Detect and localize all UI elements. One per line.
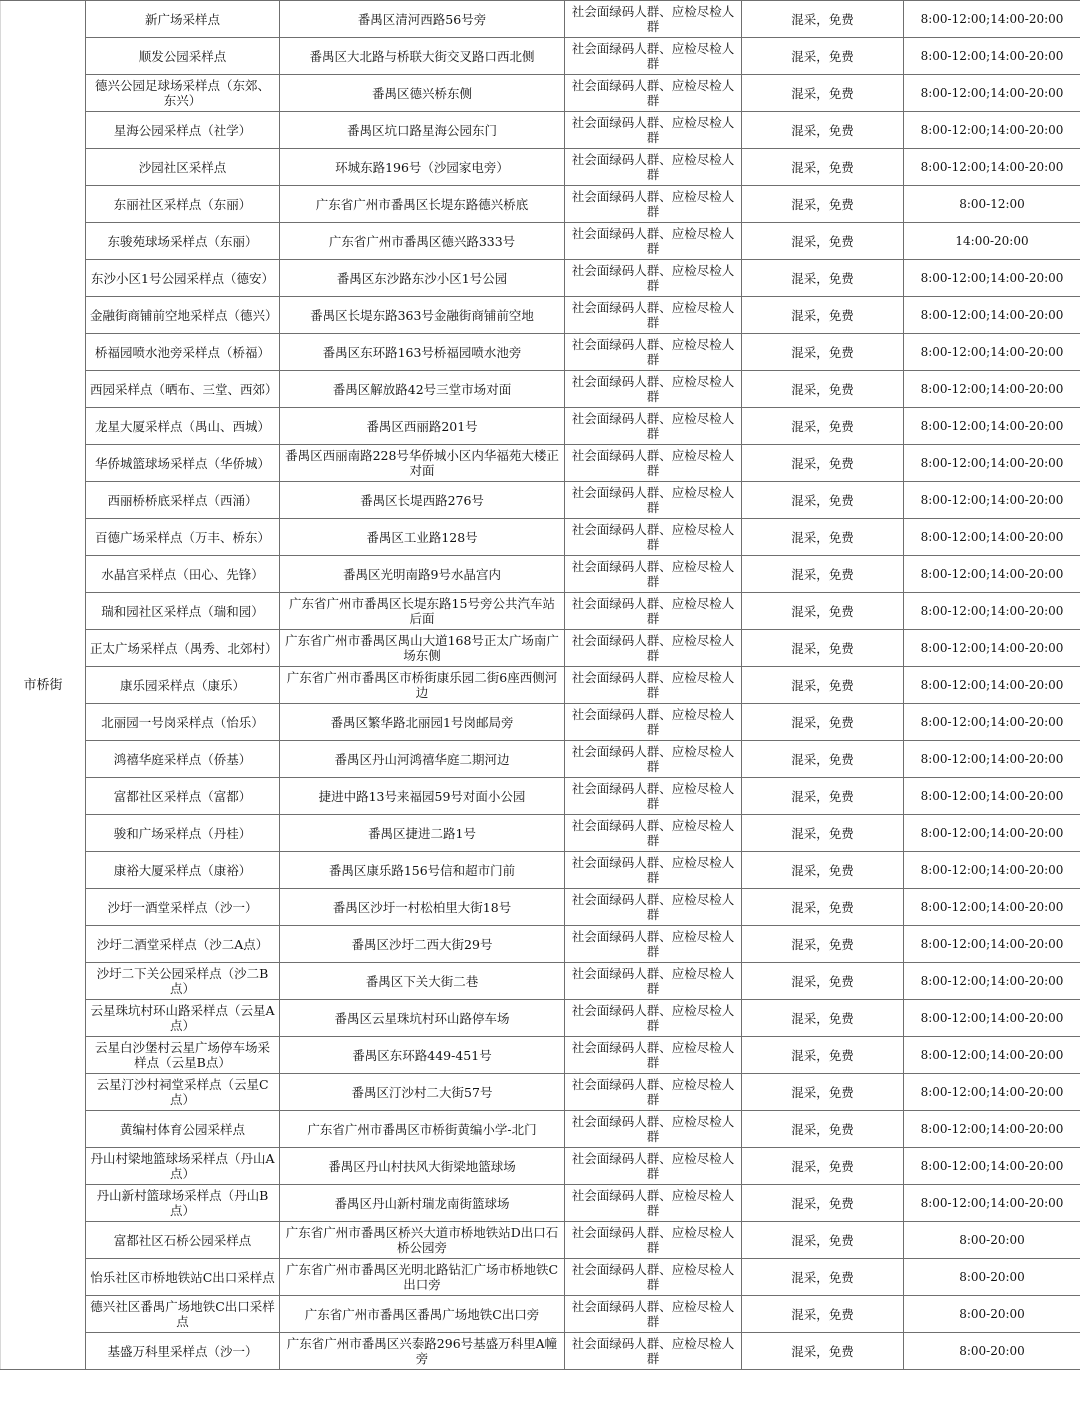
table-row (1, 1296, 1080, 1333)
table-row (1, 852, 1080, 889)
table-row (1, 75, 1080, 112)
target-crowd: 社会面绿码人群、应检尽检人群 (565, 630, 742, 667)
fee-type: 混采，免费 (742, 371, 904, 408)
target-crowd: 社会面绿码人群、应检尽检人群 (565, 149, 742, 186)
opening-hours: 8:00-12:00;14:00-20:00 (904, 75, 1080, 112)
sampling-point-address: 广东省广州市番禺区兴泰路296号基盛万科里A幢旁 (280, 1333, 565, 1370)
table-row (1, 186, 1080, 223)
opening-hours: 8:00-12:00;14:00-20:00 (904, 926, 1080, 963)
target-crowd: 社会面绿码人群、应检尽检人群 (565, 815, 742, 852)
target-crowd: 社会面绿码人群、应检尽检人群 (565, 1148, 742, 1185)
table-row (1, 741, 1080, 778)
table-row (1, 1, 1080, 38)
fee-type: 混采，免费 (742, 186, 904, 223)
opening-hours: 8:00-12:00 (904, 186, 1080, 223)
sampling-point-name: 金融街商铺前空地采样点（德兴） (86, 297, 280, 334)
table-row (1, 112, 1080, 149)
fee-type: 混采，免费 (742, 1037, 904, 1074)
table-row (1, 815, 1080, 852)
table-row (1, 223, 1080, 260)
table-row (1, 630, 1080, 667)
target-crowd: 社会面绿码人群、应检尽检人群 (565, 75, 742, 112)
opening-hours: 8:00-12:00;14:00-20:00 (904, 741, 1080, 778)
fee-type: 混采，免费 (742, 1000, 904, 1037)
opening-hours: 8:00-12:00;14:00-20:00 (904, 371, 1080, 408)
sampling-point-name: 瑞和园社区采样点（瑞和园） (86, 593, 280, 630)
fee-type: 混采，免费 (742, 1, 904, 38)
fee-type: 混采，免费 (742, 112, 904, 149)
opening-hours: 8:00-12:00;14:00-20:00 (904, 1111, 1080, 1148)
opening-hours: 8:00-12:00;14:00-20:00 (904, 1, 1080, 38)
fee-type: 混采，免费 (742, 778, 904, 815)
sampling-point-name: 华侨城篮球场采样点（华侨城） (86, 445, 280, 482)
fee-type: 混采，免费 (742, 815, 904, 852)
opening-hours: 8:00-12:00;14:00-20:00 (904, 963, 1080, 1000)
target-crowd: 社会面绿码人群、应检尽检人群 (565, 704, 742, 741)
sampling-point-address: 环城东路196号（沙园家电旁） (280, 149, 565, 186)
table-row (1, 1185, 1080, 1222)
sampling-point-name: 富都社区石桥公园采样点 (86, 1222, 280, 1259)
opening-hours: 8:00-12:00;14:00-20:00 (904, 852, 1080, 889)
fee-type: 混采，免费 (742, 741, 904, 778)
sampling-point-address: 捷进中路13号来福园59号对面小公园 (280, 778, 565, 815)
target-crowd: 社会面绿码人群、应检尽检人群 (565, 1333, 742, 1370)
table-row (1, 593, 1080, 630)
fee-type: 混采，免费 (742, 75, 904, 112)
opening-hours: 8:00-20:00 (904, 1222, 1080, 1259)
sampling-point-name: 丹山村梁地篮球场采样点（丹山A点） (86, 1148, 280, 1185)
target-crowd: 社会面绿码人群、应检尽检人群 (565, 1296, 742, 1333)
sampling-point-address: 广东省广州市番禺区禺山大道168号正太广场南广场东侧 (280, 630, 565, 667)
table-row (1, 519, 1080, 556)
sampling-point-name: 怡乐社区市桥地铁站C出口采样点 (86, 1259, 280, 1296)
opening-hours: 8:00-12:00;14:00-20:00 (904, 408, 1080, 445)
opening-hours: 8:00-12:00;14:00-20:00 (904, 482, 1080, 519)
fee-type: 混采，免费 (742, 1333, 904, 1370)
sampling-point-name: 德兴公园足球场采样点（东郊、东兴） (86, 75, 280, 112)
sampling-point-address: 番禺区清河西路56号旁 (280, 1, 565, 38)
fee-type: 混采，免费 (742, 482, 904, 519)
sampling-point-address: 番禺区捷进二路1号 (280, 815, 565, 852)
fee-type: 混采，免费 (742, 149, 904, 186)
opening-hours: 8:00-12:00;14:00-20:00 (904, 630, 1080, 667)
sampling-point-address: 番禺区西丽南路228号华侨城小区内华福苑大楼正对面 (280, 445, 565, 482)
fee-type: 混采，免费 (742, 593, 904, 630)
fee-type: 混采，免费 (742, 1222, 904, 1259)
table-row (1, 482, 1080, 519)
table-row (1, 1222, 1080, 1259)
target-crowd: 社会面绿码人群、应检尽检人群 (565, 852, 742, 889)
sampling-point-address: 广东省广州市番禺区德兴路333号 (280, 223, 565, 260)
opening-hours: 14:00-20:00 (904, 223, 1080, 260)
sampling-point-address: 番禺区解放路42号三堂市场对面 (280, 371, 565, 408)
opening-hours: 8:00-12:00;14:00-20:00 (904, 1185, 1080, 1222)
fee-type: 混采，免费 (742, 408, 904, 445)
sampling-point-name: 黄编村体育公园采样点 (86, 1111, 280, 1148)
opening-hours: 8:00-12:00;14:00-20:00 (904, 556, 1080, 593)
target-crowd: 社会面绿码人群、应检尽检人群 (565, 186, 742, 223)
sampling-point-name: 龙星大厦采样点（禺山、西城） (86, 408, 280, 445)
sampling-point-name: 沙圩二酒堂采样点（沙二A点） (86, 926, 280, 963)
sampling-point-address: 番禺区云星珠坑村环山路停车场 (280, 1000, 565, 1037)
fee-type: 混采，免费 (742, 223, 904, 260)
sampling-point-name: 沙园社区采样点 (86, 149, 280, 186)
opening-hours: 8:00-20:00 (904, 1333, 1080, 1370)
table-row (1, 1111, 1080, 1148)
sampling-point-name: 东骏苑球场采样点（东丽） (86, 223, 280, 260)
target-crowd: 社会面绿码人群、应检尽检人群 (565, 408, 742, 445)
opening-hours: 8:00-12:00;14:00-20:00 (904, 1074, 1080, 1111)
sampling-point-name: 康裕大厦采样点（康裕） (86, 852, 280, 889)
fee-type: 混采，免费 (742, 260, 904, 297)
table-row (1, 1333, 1080, 1370)
opening-hours: 8:00-12:00;14:00-20:00 (904, 149, 1080, 186)
fee-type: 混采，免费 (742, 852, 904, 889)
target-crowd: 社会面绿码人群、应检尽检人群 (565, 926, 742, 963)
table-row (1, 297, 1080, 334)
table-row (1, 1148, 1080, 1185)
target-crowd: 社会面绿码人群、应检尽检人群 (565, 334, 742, 371)
fee-type: 混采，免费 (742, 1185, 904, 1222)
sampling-point-address: 广东省广州市番禺区桥兴大道市桥地铁站D出口石桥公园旁 (280, 1222, 565, 1259)
opening-hours: 8:00-12:00;14:00-20:00 (904, 1000, 1080, 1037)
fee-type: 混采，免费 (742, 667, 904, 704)
target-crowd: 社会面绿码人群、应检尽检人群 (565, 1111, 742, 1148)
sampling-point-address: 番禺区工业路128号 (280, 519, 565, 556)
table-row (1, 963, 1080, 1000)
sampling-point-name: 东沙小区1号公园采样点（德安） (86, 260, 280, 297)
sampling-point-name: 顺发公园采样点 (86, 38, 280, 75)
table-row (1, 889, 1080, 926)
sampling-point-address: 广东省广州市番禺区长堤东路德兴桥底 (280, 186, 565, 223)
opening-hours: 8:00-12:00;14:00-20:00 (904, 260, 1080, 297)
sampling-point-name: 水晶宫采样点（田心、先锋） (86, 556, 280, 593)
sampling-point-name: 鸿禧华庭采样点（侨基） (86, 741, 280, 778)
sampling-point-address: 番禺区长堤西路276号 (280, 482, 565, 519)
fee-type: 混采，免费 (742, 519, 904, 556)
sampling-point-name: 沙圩二下关公园采样点（沙二B点） (86, 963, 280, 1000)
fee-type: 混采，免费 (742, 334, 904, 371)
fee-type: 混采，免费 (742, 1296, 904, 1333)
sampling-point-address: 广东省广州市番禺区光明北路钻汇广场市桥地铁C出口旁 (280, 1259, 565, 1296)
target-crowd: 社会面绿码人群、应检尽检人群 (565, 1259, 742, 1296)
fee-type: 混采，免费 (742, 1259, 904, 1296)
sampling-point-address: 番禺区西丽路201号 (280, 408, 565, 445)
target-crowd: 社会面绿码人群、应检尽检人群 (565, 556, 742, 593)
table-row (1, 667, 1080, 704)
table-body (1, 1, 1080, 1370)
target-crowd: 社会面绿码人群、应检尽检人群 (565, 297, 742, 334)
target-crowd: 社会面绿码人群、应检尽检人群 (565, 778, 742, 815)
sampling-point-address: 番禺区丹山河鸿禧华庭二期河边 (280, 741, 565, 778)
fee-type: 混采，免费 (742, 297, 904, 334)
target-crowd: 社会面绿码人群、应检尽检人群 (565, 1000, 742, 1037)
sampling-point-name: 北丽园一号岗采样点（怡乐） (86, 704, 280, 741)
sampling-point-address: 广东省广州市番禺区市桥街黄编小学-北门 (280, 1111, 565, 1148)
sampling-point-name: 基盛万科里采样点（沙一） (86, 1333, 280, 1370)
opening-hours: 8:00-12:00;14:00-20:00 (904, 667, 1080, 704)
opening-hours: 8:00-12:00;14:00-20:00 (904, 445, 1080, 482)
sampling-point-name: 德兴社区番禺广场地铁C出口采样点 (86, 1296, 280, 1333)
target-crowd: 社会面绿码人群、应检尽检人群 (565, 1037, 742, 1074)
sampling-point-address: 番禺区沙圩二西大街29号 (280, 926, 565, 963)
sampling-point-name: 云星汀沙村祠堂采样点（云星C点） (86, 1074, 280, 1111)
sampling-point-address: 番禺区光明南路9号水晶宫内 (280, 556, 565, 593)
opening-hours: 8:00-20:00 (904, 1259, 1080, 1296)
fee-type: 混采，免费 (742, 556, 904, 593)
target-crowd: 社会面绿码人群、应检尽检人群 (565, 593, 742, 630)
sampling-point-name: 新广场采样点 (86, 1, 280, 38)
table-row (1, 926, 1080, 963)
table-row (1, 1037, 1080, 1074)
sampling-point-name: 康乐园采样点（康乐） (86, 667, 280, 704)
sampling-point-address: 番禺区长堤东路363号金融街商铺前空地 (280, 297, 565, 334)
target-crowd: 社会面绿码人群、应检尽检人群 (565, 741, 742, 778)
sampling-point-address: 番禺区东沙路东沙小区1号公园 (280, 260, 565, 297)
table-row (1, 556, 1080, 593)
sampling-point-address: 番禺区东环路163号桥福园喷水池旁 (280, 334, 565, 371)
sampling-point-address: 广东省广州市番禺区市桥街康乐园二街6座西侧河边 (280, 667, 565, 704)
fee-type: 混采，免费 (742, 445, 904, 482)
target-crowd: 社会面绿码人群、应检尽检人群 (565, 112, 742, 149)
target-crowd: 社会面绿码人群、应检尽检人群 (565, 260, 742, 297)
table-row (1, 260, 1080, 297)
opening-hours: 8:00-12:00;14:00-20:00 (904, 1037, 1080, 1074)
sampling-point-address: 番禺区汀沙村二大街57号 (280, 1074, 565, 1111)
target-crowd: 社会面绿码人群、应检尽检人群 (565, 1074, 742, 1111)
target-crowd: 社会面绿码人群、应检尽检人群 (565, 1, 742, 38)
table-row (1, 371, 1080, 408)
sampling-point-address: 番禺区沙圩一村松柏里大街18号 (280, 889, 565, 926)
street-name-cell: 市桥街 (1, 1, 86, 1370)
sampling-point-address: 番禺区德兴桥东侧 (280, 75, 565, 112)
sampling-point-name: 百德广场采样点（万丰、桥东） (86, 519, 280, 556)
table-row (1, 445, 1080, 482)
opening-hours: 8:00-12:00;14:00-20:00 (904, 519, 1080, 556)
target-crowd: 社会面绿码人群、应检尽检人群 (565, 38, 742, 75)
target-crowd: 社会面绿码人群、应检尽检人群 (565, 963, 742, 1000)
fee-type: 混采，免费 (742, 630, 904, 667)
target-crowd: 社会面绿码人群、应检尽检人群 (565, 667, 742, 704)
target-crowd: 社会面绿码人群、应检尽检人群 (565, 482, 742, 519)
fee-type: 混采，免费 (742, 926, 904, 963)
opening-hours: 8:00-12:00;14:00-20:00 (904, 38, 1080, 75)
target-crowd: 社会面绿码人群、应检尽检人群 (565, 1185, 742, 1222)
sampling-point-name: 云星白沙堡村云星广场停车场采样点（云星B点） (86, 1037, 280, 1074)
table-row (1, 1000, 1080, 1037)
opening-hours: 8:00-12:00;14:00-20:00 (904, 112, 1080, 149)
sampling-point-name: 云星珠坑村环山路采样点（云星A点） (86, 1000, 280, 1037)
sampling-point-name: 骏和广场采样点（丹桂） (86, 815, 280, 852)
sampling-point-name: 星海公园采样点（社学） (86, 112, 280, 149)
opening-hours: 8:00-12:00;14:00-20:00 (904, 1148, 1080, 1185)
sampling-point-address: 番禺区丹山村扶风大街梁地篮球场 (280, 1148, 565, 1185)
sampling-point-name: 富都社区采样点（富都） (86, 778, 280, 815)
sampling-point-name: 西园采样点（晒布、三堂、西郊） (86, 371, 280, 408)
sampling-point-name: 东丽社区采样点（东丽） (86, 186, 280, 223)
sampling-point-address: 番禺区东环路449-451号 (280, 1037, 565, 1074)
table-row (1, 38, 1080, 75)
target-crowd: 社会面绿码人群、应检尽检人群 (565, 889, 742, 926)
table-row (1, 149, 1080, 186)
fee-type: 混采，免费 (742, 889, 904, 926)
sampling-point-address: 番禺区大北路与桥联大街交叉路口西北侧 (280, 38, 565, 75)
target-crowd: 社会面绿码人群、应检尽检人群 (565, 223, 742, 260)
opening-hours: 8:00-12:00;14:00-20:00 (904, 593, 1080, 630)
fee-type: 混采，免费 (742, 38, 904, 75)
target-crowd: 社会面绿码人群、应检尽检人群 (565, 371, 742, 408)
sampling-point-address: 番禺区坑口路星海公园东门 (280, 112, 565, 149)
sampling-point-name: 丹山新村篮球场采样点（丹山B点） (86, 1185, 280, 1222)
sampling-point-address: 番禺区康乐路156号信和超市门前 (280, 852, 565, 889)
sampling-point-address: 广东省广州市番禺区长堤东路15号旁公共汽车站后面 (280, 593, 565, 630)
table-row (1, 778, 1080, 815)
fee-type: 混采，免费 (742, 963, 904, 1000)
opening-hours: 8:00-12:00;14:00-20:00 (904, 889, 1080, 926)
fee-type: 混采，免费 (742, 1148, 904, 1185)
target-crowd: 社会面绿码人群、应检尽检人群 (565, 445, 742, 482)
sampling-point-name: 桥福园喷水池旁采样点（桥福） (86, 334, 280, 371)
sampling-point-address: 番禺区繁华路北丽园1号岗邮局旁 (280, 704, 565, 741)
table-row (1, 1074, 1080, 1111)
target-crowd: 社会面绿码人群、应检尽检人群 (565, 1222, 742, 1259)
fee-type: 混采，免费 (742, 1111, 904, 1148)
opening-hours: 8:00-12:00;14:00-20:00 (904, 704, 1080, 741)
table-row (1, 334, 1080, 371)
fee-type: 混采，免费 (742, 1074, 904, 1111)
opening-hours: 8:00-12:00;14:00-20:00 (904, 778, 1080, 815)
opening-hours: 8:00-20:00 (904, 1296, 1080, 1333)
sampling-point-name: 西丽桥桥底采样点（西涌） (86, 482, 280, 519)
opening-hours: 8:00-12:00;14:00-20:00 (904, 297, 1080, 334)
sampling-point-address: 广东省广州市番禺区番禺广场地铁C出口旁 (280, 1296, 565, 1333)
target-crowd: 社会面绿码人群、应检尽检人群 (565, 519, 742, 556)
table-row (1, 1259, 1080, 1296)
opening-hours: 8:00-12:00;14:00-20:00 (904, 815, 1080, 852)
sampling-point-address: 番禺区丹山新村瑞龙南街篮球场 (280, 1185, 565, 1222)
sampling-point-name: 正太广场采样点（禺秀、北郊村） (86, 630, 280, 667)
table-row (1, 408, 1080, 445)
sampling-point-name: 沙圩一酒堂采样点（沙一） (86, 889, 280, 926)
opening-hours: 8:00-12:00;14:00-20:00 (904, 334, 1080, 371)
sampling-point-address: 番禺区下关大街二巷 (280, 963, 565, 1000)
fee-type: 混采，免费 (742, 704, 904, 741)
table-row (1, 704, 1080, 741)
